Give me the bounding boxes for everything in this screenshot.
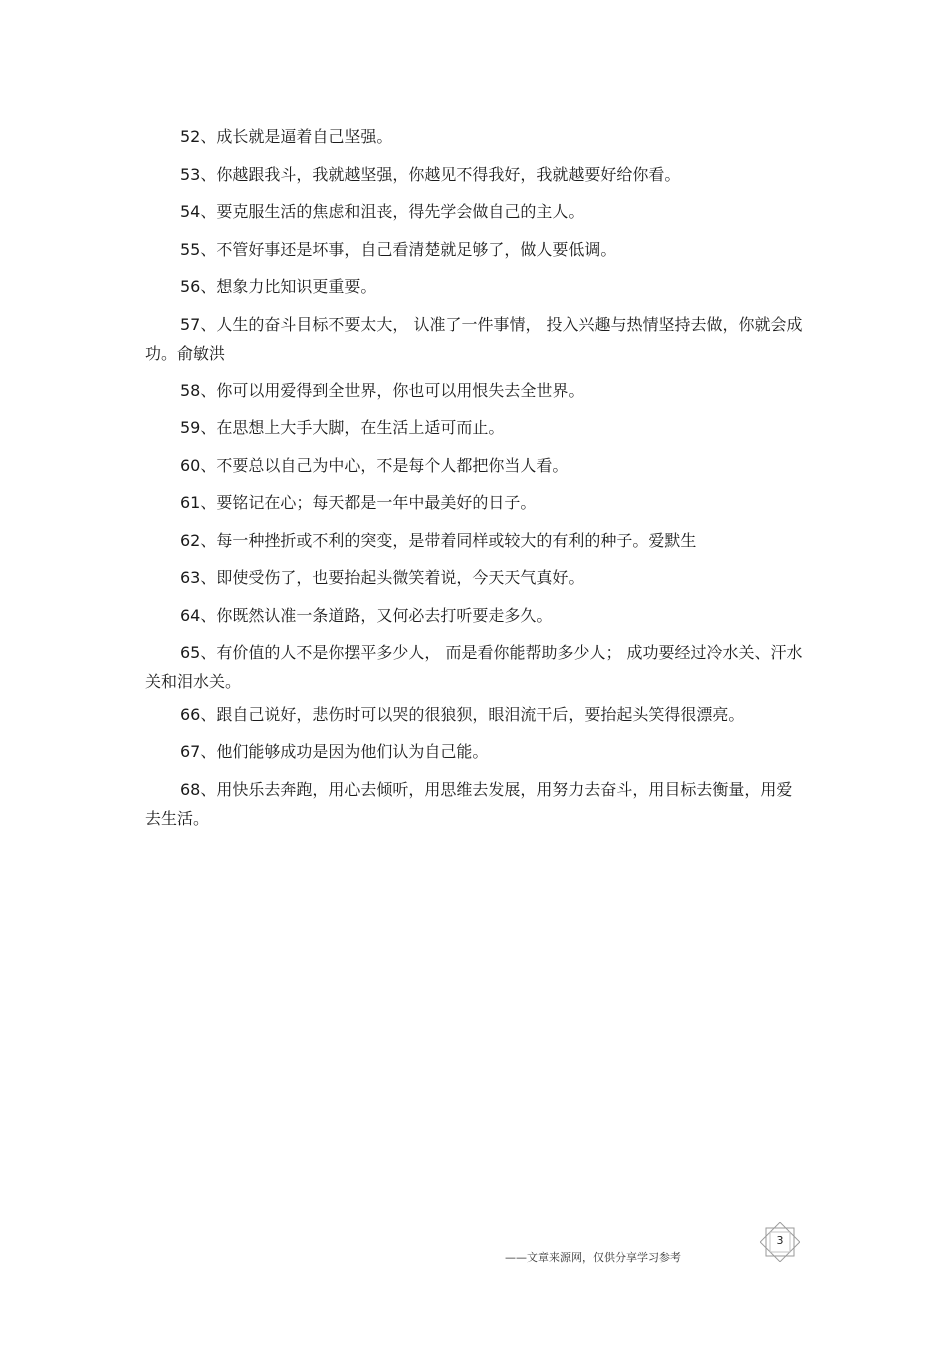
quote-item-53: 53、你越跟我斗，我就越坚强，你越见不得我好，我就越要好给你看。 bbox=[180, 164, 681, 184]
quote-list bbox=[145, 118, 805, 837]
quote-item-68: 68、用快乐去奔跑，用心去倾听，用思维去发展，用努力去奋斗，用目标去衡量，用爱去生活。 bbox=[145, 779, 793, 828]
quote-item-60: 60、不要总以自己为中心，不是每个人都把你当人看。 bbox=[180, 455, 569, 475]
quote-item-62: 62、每一种挫折或不利的突变，是带着同样或较大的有利的种子。爱默生 bbox=[180, 530, 697, 550]
quote-item-67: 67、他们能够成功是因为他们认为自己能。 bbox=[180, 742, 489, 761]
quote-item-52: 52、成长就是逼着自己坚强。 bbox=[180, 127, 393, 146]
quote-item-63: 63、即使受伤了，也要抬起头微笑着说，今天天气真好。 bbox=[180, 568, 585, 587]
quote-item-55: 55、不管好事还是坏事，自己看清楚就足够了，做人要低调。 bbox=[180, 239, 617, 259]
quote-item-56: 56、想象力比知识更重要。 bbox=[180, 277, 377, 296]
quote-item-66: 66、跟自己说好，悲伤时可以哭的很狼狈，眼泪流干后，要抬起头笑得很漂亮。 bbox=[180, 705, 745, 724]
quote-item-64: 64、你既然认准一条道路，又何必去打听要走多久。 bbox=[180, 605, 553, 625]
page-number: 3 bbox=[776, 1234, 784, 1247]
quote-item-58: 58、你可以用爱得到全世界，你也可以用恨失去全世界。 bbox=[180, 380, 585, 400]
quote-item-57: 57、人生的奋斗目标不要太大， 认准了一件事情， 投入兴趣与热情坚持去做，你就会成功。俞敏洪 bbox=[145, 314, 803, 363]
quote-item-54: 54、要克服生活的焦虑和沮丧，得先学会做自己的主人。 bbox=[180, 202, 585, 221]
quote-item-65: 65、有价值的人不是你摆平多少人， 而是看你能帮助多少人； 成功要经过冷水关、汗水关和泪水关。 bbox=[145, 643, 803, 691]
page-number-badge bbox=[760, 1222, 800, 1262]
quote-item-59: 59、在思想上大手大脚，在生活上适可而止。 bbox=[180, 418, 505, 437]
footer-source-note: ——文章来源网，仅供分享学习参考 bbox=[505, 1251, 681, 1264]
quote-item-61: 61、要铭记在心；每天都是一年中最美好的日子。 bbox=[180, 493, 537, 512]
